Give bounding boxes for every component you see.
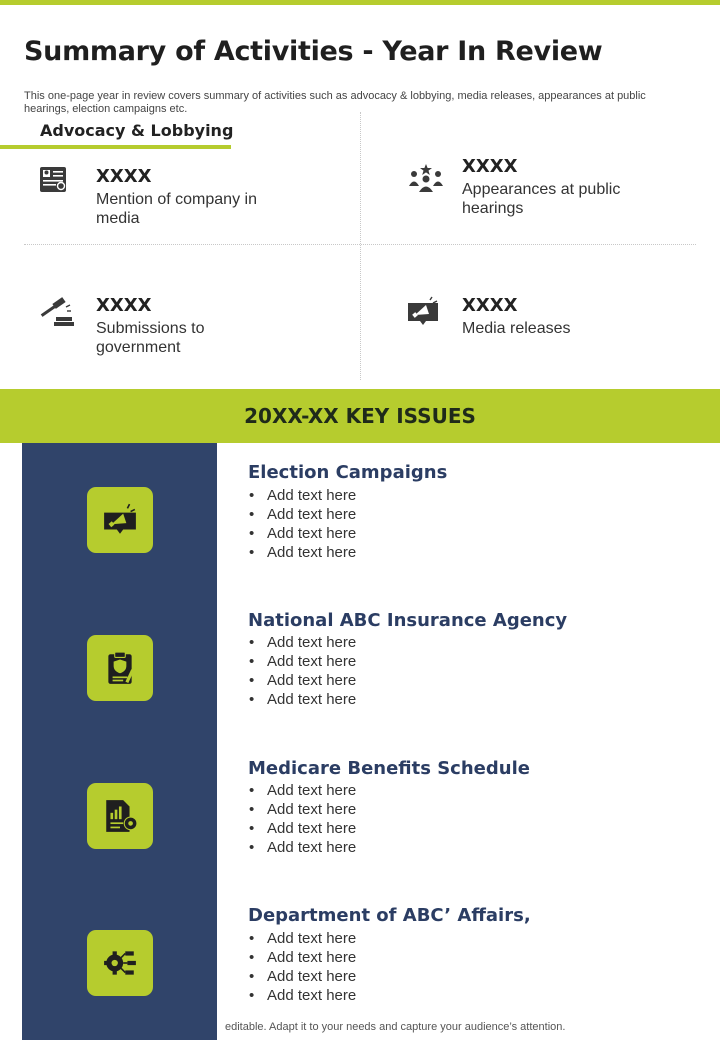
list-item: • Add text here <box>249 948 356 967</box>
list-item: • Add text here <box>249 652 356 671</box>
issue-bullet-list <box>249 633 356 709</box>
list-item: • Add text here <box>249 781 356 800</box>
id-card-icon <box>40 166 74 200</box>
list-item: • Add text here <box>249 986 356 1005</box>
intro-text: This one-page year in review covers summary of activities such as advocacy & lobbying, media releases, appearances at public hearings, election campaigns etc. <box>24 90 646 115</box>
issue-icon-tile <box>87 635 153 701</box>
list-item: • Add text here <box>249 543 356 562</box>
stat-media-mentions <box>40 166 340 226</box>
gear-hierarchy-icon <box>102 945 138 981</box>
clipboard-shield-icon <box>102 650 138 686</box>
stat-label: Media releases <box>462 320 571 337</box>
list-item: • Add text here <box>249 800 356 819</box>
list-item: • Add text here <box>249 929 356 948</box>
issue-bullet-list <box>249 486 356 562</box>
list-item: • Add text here <box>249 838 356 857</box>
list-item: • Add text here <box>249 671 356 690</box>
stat-value: XXXX <box>96 166 152 187</box>
report-gear-icon <box>102 798 138 834</box>
key-issues-title: 20XX-XX KEY ISSUES <box>244 404 476 428</box>
issue-title: National ABC Insurance Agency <box>248 610 568 631</box>
stat-label: Appearances at public hearings <box>462 181 621 217</box>
group-star-icon <box>404 162 448 196</box>
stat-label: Mention of company in media <box>96 191 257 227</box>
issue-title: Election Campaigns <box>248 462 448 483</box>
list-item: • Add text here <box>249 819 356 838</box>
key-issues-band <box>0 389 720 443</box>
list-item: • Add text here <box>249 486 356 505</box>
megaphone-icon <box>102 502 138 538</box>
issue-bullet-list <box>249 929 356 1005</box>
stat-public-hearings <box>406 156 706 226</box>
megaphone-icon <box>406 295 440 329</box>
list-item: • Add text here <box>249 633 356 652</box>
gavel-icon <box>40 295 74 329</box>
stat-media-releases <box>406 295 706 355</box>
stat-value: XXXX <box>462 295 518 316</box>
stat-value: XXXX <box>96 295 152 316</box>
advocacy-section-label: Advocacy & Lobbying <box>40 121 234 140</box>
list-item: • Add text here <box>249 967 356 986</box>
stat-value: XXXX <box>462 156 518 177</box>
page-title: Summary of Activities - Year In Review <box>24 36 603 67</box>
horizontal-divider <box>24 244 696 245</box>
vertical-divider <box>360 112 361 380</box>
issue-icon-tile <box>87 487 153 553</box>
issue-title: Medicare Benefits Schedule <box>248 758 530 779</box>
issue-title: Department of ABC’ Affairs, <box>248 905 531 926</box>
issue-icon-tile <box>87 783 153 849</box>
list-item: • Add text here <box>249 524 356 543</box>
issue-bullet-list <box>249 781 356 857</box>
issue-icon-tile <box>87 930 153 996</box>
stat-label: Submissions to government <box>96 320 205 356</box>
list-item: • Add text here <box>249 690 356 709</box>
top-accent-bar <box>0 0 720 5</box>
footer-note: editable. Adapt it to your needs and capture your audience’s attention. <box>225 1021 566 1033</box>
stat-government-submissions <box>40 295 340 355</box>
list-item: • Add text here <box>249 505 356 524</box>
section-underline <box>0 145 231 149</box>
